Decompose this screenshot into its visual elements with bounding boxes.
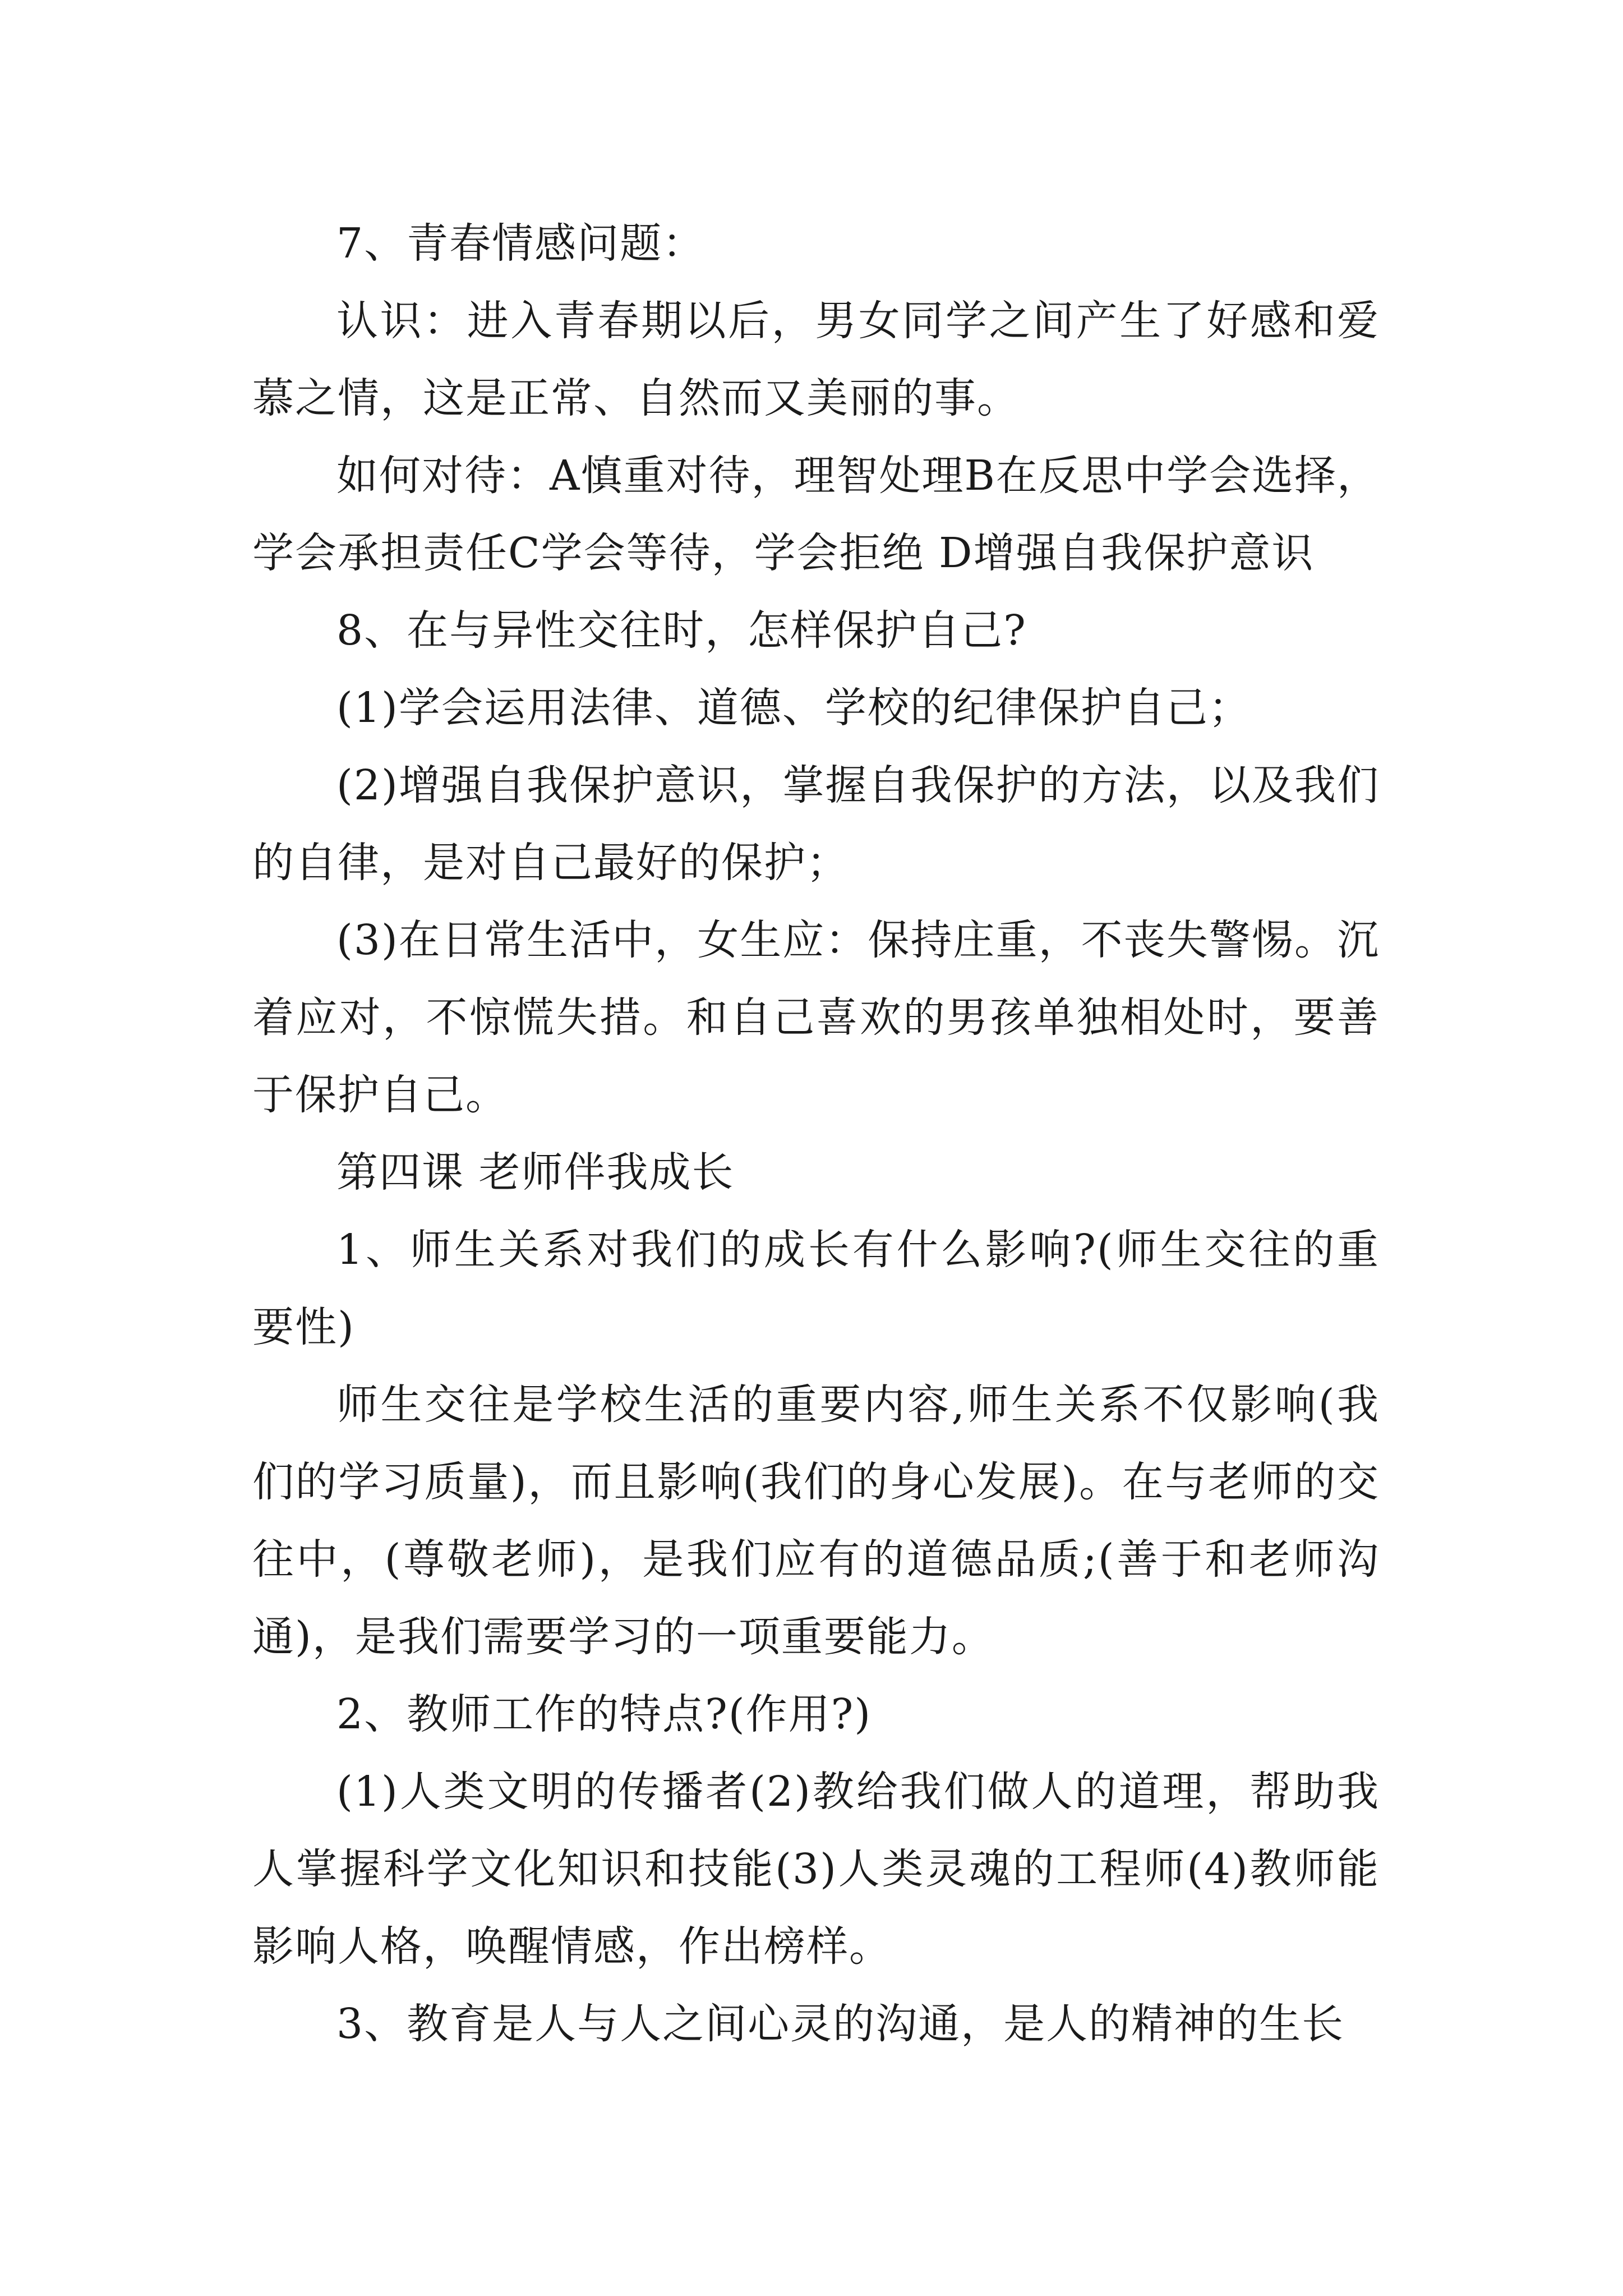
list-item-1: (1)学会运用法律、道德、学校的纪律保护自己； [336, 684, 1251, 732]
heading-self-protection: 8、在与异性交往时，怎样保护自己? [336, 606, 1027, 655]
lesson-title: 第四课 老师伴我成长 [336, 1148, 735, 1197]
list-item-3: (3)在日常生活中，女生应：保持庄重，不丧失警惕。沉着应对，不惊慌失措。和自己喜欢的男孩单独相处时，要善于保护自己。 [252, 916, 1380, 1119]
heading-teacher-student-relation: 1、师生关系对我们的成长有什么影响?(师生交往的重要性) [252, 1226, 1380, 1351]
paragraph-education-communication: 3、教育是人与人之间心灵的沟通，是人的精神的生长 [336, 2000, 1345, 2048]
paragraph-how-to-treat: 如何对待：A慎重对待，理智处理B在反思中学会选择，学会承担责任C学会等待，学会拒绝 D增强自我保护意识 [252, 452, 1380, 577]
paragraph-recognition: 认识：进入青春期以后，男女同学之间产生了好感和爱慕之情，这是正常、自然而又美丽的事。 [252, 297, 1380, 422]
heading-teacher-work-features: 2、教师工作的特点?(作用?) [336, 1690, 872, 1738]
paragraph-teacher-student-interaction: 师生交往是学校生活的重要内容,师生关系不仅影响(我们的学习质量)，而且影响(我们的身心发展)。在与老师的交往中，(尊敬老师)，是我们应有的道德品质;(善于和老师沟通)，是我们需要学习的一项重要能力。 [252, 1381, 1380, 1661]
document-body [252, 205, 1380, 2063]
list-item-2: (2)增强自我保护意识，掌握自我保护的方法，以及我们的自律，是对自己最好的保护； [252, 761, 1380, 887]
paragraph-teacher-roles: (1)人类文明的传播者(2)教给我们做人的道理，帮助我人掌握科学文化知识和技能(3)人类灵魂的工程师(4)教师能影响人格，唤醒情感，作出榜样。 [252, 1768, 1380, 1971]
heading-youth-emotion: 7、青春情感问题： [336, 219, 706, 268]
